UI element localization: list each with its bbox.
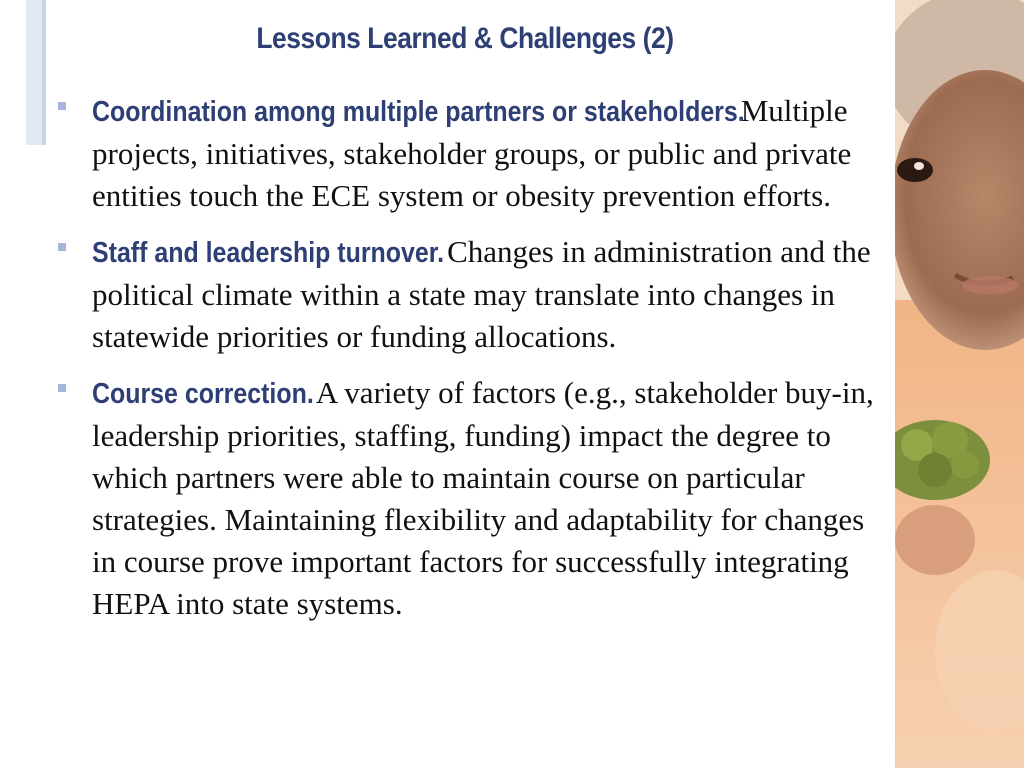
bullet-list	[56, 90, 896, 639]
bullet-heading: Course correction.	[92, 378, 314, 410]
child-photo	[895, 0, 1024, 768]
bullet-text	[92, 90, 896, 217]
bullet-heading: Staff and leadership turnover.	[92, 237, 445, 269]
bullet-item-coordination	[56, 90, 896, 217]
decorative-left-bar	[26, 0, 42, 145]
bullet-square-icon	[58, 102, 66, 110]
slide-title: Lessons Learned & Challenges (2)	[256, 22, 674, 55]
bullet-square-icon	[58, 384, 66, 392]
bullet-item-course-correction	[56, 372, 896, 625]
bullet-item-turnover	[56, 231, 896, 358]
child-photo-illustration	[895, 0, 1024, 768]
bullet-text	[92, 231, 896, 358]
bullet-body: Changes in administration and the political climate within a state may translate into changes in statewide priorities or funding allocations.	[92, 234, 871, 354]
bullet-square-icon	[58, 243, 66, 251]
bullet-body: Multiple projects, initiatives, stakeholder groups, or public and private entities touch the ECE system or obesity prevention efforts.	[92, 93, 852, 213]
bullet-text	[92, 372, 896, 625]
bullet-heading: Coordination among multiple partners or stakeholders.	[92, 96, 745, 128]
bullet-body: A variety of factors (e.g., stakeholder buy-in, leadership priorities, staffing, funding) impact the degree to which partners were able to maintain course on particular strategies. Maintaining flexibility and adaptability for changes in course prove important factors for successfully integrating HEPA into state systems.	[92, 375, 874, 621]
